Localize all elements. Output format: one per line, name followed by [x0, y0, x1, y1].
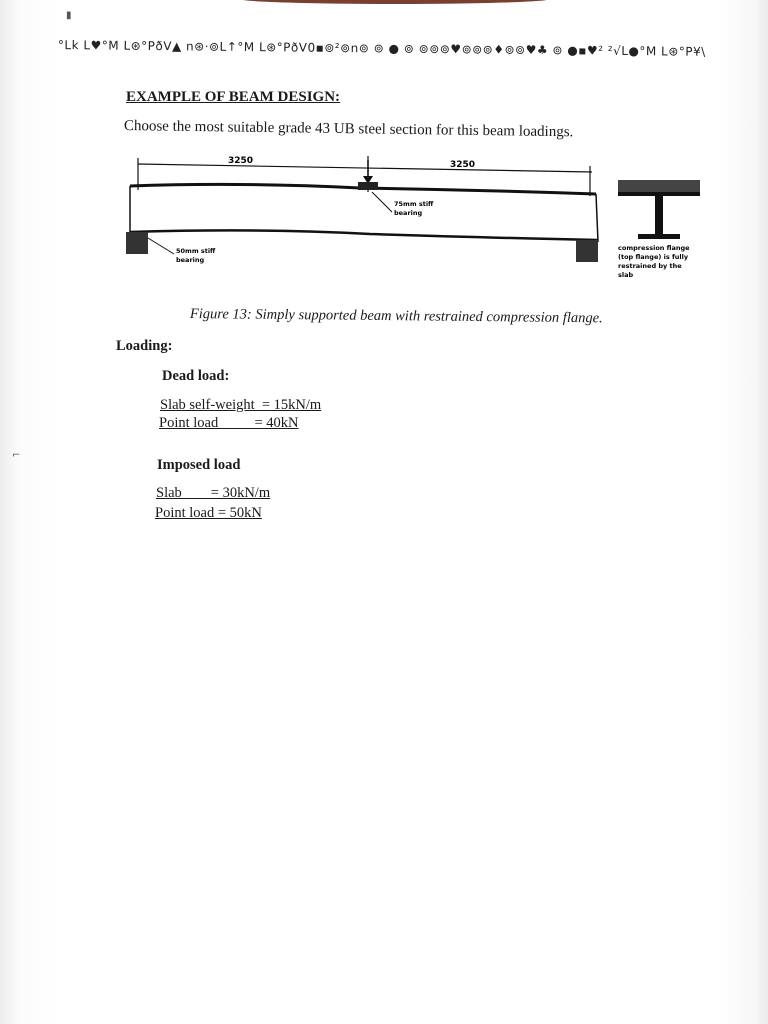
beam-figure [120, 150, 710, 300]
end-bearing-label-1: 50mm stiff [176, 247, 216, 255]
i-section-bottom-flange [638, 234, 680, 239]
imposed-load-line-2: Point load = 50kN [155, 505, 262, 521]
dead-load-heading: Dead load: [162, 368, 230, 384]
garbled-header-text: °Lk L♥°M L⊛°PðV▲ n⊛·⊚L↑°M L⊛°PðV0▪⊚²⊚n⊚ ⊚ ● ⊚ ⊚⊚⊚♥⊚⊚⊚♦⊚⊚♥♣ ⊚ ●▪♥² ²√L●°M L⊛°P¥\ [57, 38, 706, 59]
imposed-load-line-1: Slab = 30kN/m [156, 485, 271, 501]
i-section-top-flange [618, 192, 700, 196]
page-top-shadow [240, 0, 550, 4]
slab-hatch [618, 180, 700, 192]
imposed-load-heading: Imposed load [157, 457, 241, 473]
margin-mark: ⌐ [12, 450, 21, 461]
mid-stiff-bearing [358, 182, 378, 190]
section-note-4: slab [618, 271, 634, 279]
mid-bearing-label-2: bearing [394, 209, 423, 217]
end-bearing-label-2: bearing [176, 256, 205, 264]
dead-load-line-1: Slab self-weight = 15kN/m [160, 397, 322, 413]
figure-caption: Figure 13: Simply supported beam with restrained compression flange. [189, 306, 603, 327]
mid-bearing-leader [372, 192, 392, 212]
section-note-1: compression flange [618, 244, 690, 252]
beam-end-right [596, 194, 598, 242]
right-support-block [576, 240, 598, 262]
end-bearing-leader [148, 238, 174, 254]
span-right-label: 3250 [450, 160, 476, 170]
beam-bottom-flange [130, 230, 598, 240]
instruction-text: Choose the most suitable grade 43 UB steel section for this beam loadings. [123, 118, 574, 141]
loading-heading: Loading: [116, 338, 173, 354]
margin-mark: ▮ [66, 10, 72, 21]
section-note-2: (top flange) is fully [618, 253, 689, 261]
section-note-3: restrained by the [618, 262, 682, 270]
section-title: EXAMPLE OF BEAM DESIGN: [126, 89, 341, 105]
span-left-label: 3250 [228, 156, 254, 166]
i-section-web [655, 196, 663, 234]
dead-load-line-2: Point load = 40kN [159, 415, 299, 431]
mid-bearing-label-1: 75mm stiff [394, 200, 434, 208]
left-support-block [126, 232, 148, 254]
dimension-line [138, 164, 592, 172]
